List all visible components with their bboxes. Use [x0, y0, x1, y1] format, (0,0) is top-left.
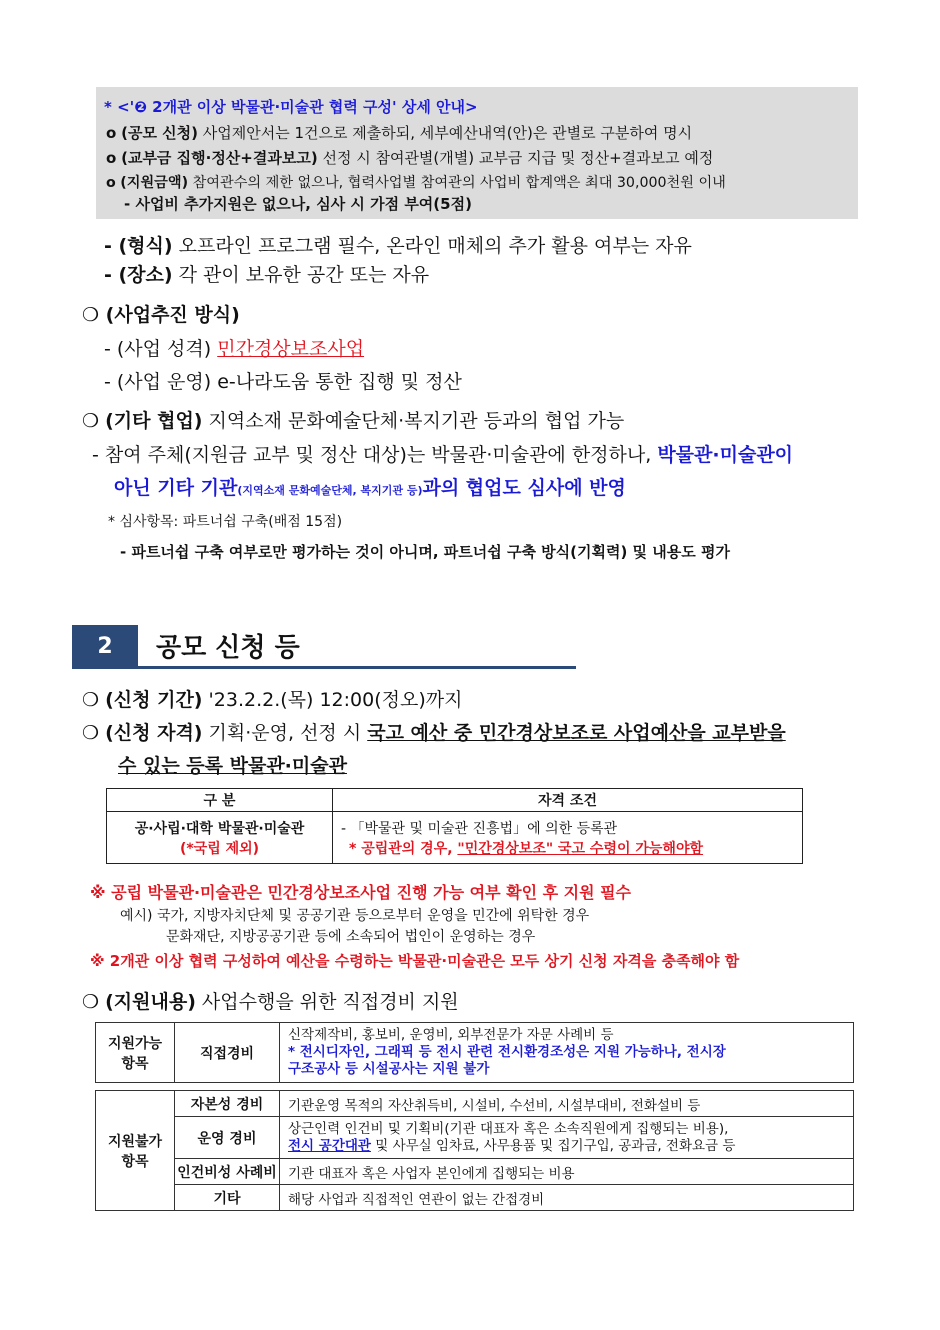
bullet-icon: o: [106, 149, 117, 167]
circle-bullet-icon: ❍: [82, 689, 100, 711]
capital-expense-label: 자본성 경비: [175, 1091, 280, 1117]
eligible-category: 지원가능 항목: [96, 1023, 175, 1083]
section-number: 2: [72, 625, 138, 667]
coop-heading: ❍ (기타 협업) 지역소재 문화예술단체·복지기관 등과의 협업 가능: [82, 410, 625, 432]
bullet-icon: o: [106, 124, 117, 142]
circle-bullet-icon: ❍: [82, 991, 100, 1013]
qual-line-1: ❍ (신청 자격) 기획·운영, 선정 시 국고 예산 중 민간경상보조로 사업예산을 교부받을: [82, 722, 786, 744]
ineligible-category: 지원불가 항목: [96, 1091, 175, 1211]
example-line-2: 문화재단, 지방공공기관 등에 소속되어 법인이 운영하는 경우: [166, 929, 536, 945]
circle-bullet-icon: ❍: [82, 722, 100, 744]
form-line: - (형식) 오프라인 프로그램 필수, 온라인 매체의 추가 활용 여부는 자유: [104, 235, 692, 257]
circle-bullet-icon: ❍: [82, 304, 100, 326]
direct-expense-desc: 신작제작비, 홍보비, 운영비, 외부전문가 자문 사례비 등 * 전시디자인, 그래픽 등 전시 관련 전시환경조성은 지원 가능하나, 전시장 구조공사 등 시설공사는 지원 불가: [280, 1023, 854, 1083]
box-line-4: - 사업비 추가지원은 없으나, 심사 시 가점 부여(5점): [124, 195, 472, 213]
coop-line-2: - 참여 주체(지원금 교부 및 정산 대상)는 박물관·미술관에 한정하나, 박물관·미술관이: [92, 444, 794, 466]
table1-header-category: 구 분: [107, 789, 333, 812]
box-line-1: o (공모 신청) 사업제안서는 1건으로 제출하되, 세부예산내역(안)은 관별로 구분하여 명시: [106, 124, 693, 142]
ineligible-expense-table: [95, 1090, 854, 1211]
support-line: ❍ (지원내용) 사업수행을 위한 직접경비 지원: [82, 991, 459, 1013]
example-line-1: 예시) 국가, 지방자치단체 및 공공기관 등으로부터 운영을 민간에 위탁한 경우: [120, 908, 590, 924]
box-title: * <'❷ 2개관 이상 박물관·미술관 협력 구성' 상세 안내>: [104, 98, 478, 116]
table1-category-cell: 공·사립·대학 박물관·미술관 (*국립 제외): [107, 812, 333, 864]
section-title: 공모 신청 등: [156, 633, 300, 663]
bullet-icon: o: [106, 175, 116, 191]
method-heading: ❍ (사업추진 방식): [82, 304, 240, 326]
eligible-expense-table: [95, 1022, 854, 1083]
operating-expense-label: 운영 경비: [175, 1117, 280, 1159]
capital-expense-desc: 기관운영 목적의 자산취득비, 시설비, 수선비, 시설부대비, 전화설비 등: [280, 1091, 854, 1117]
direct-expense-label: 직접경비: [175, 1023, 280, 1083]
table1-header-condition: 자격 조건: [333, 789, 803, 812]
method-line-1: - (사업 성격) 민간경상보조사업: [104, 338, 365, 360]
notice-public-museum: ※ 공립 박물관·미술관은 민간경상보조사업 진행 가능 여부 확인 후 지원 필수: [90, 883, 632, 902]
personnel-fee-desc: 기관 대표자 혹은 사업자 본인에게 집행되는 비용: [280, 1159, 854, 1185]
period-line: ❍ (신청 기간) '23.2.2.(목) 12:00(정오)까지: [82, 689, 463, 711]
other-expense-label: 기타: [175, 1185, 280, 1211]
box-line-3: o (지원금액) 참여관수의 제한 없으나, 협력사업별 참여관의 사업비 합계액은 최대 30,000천원 이내: [106, 175, 726, 191]
coop-note-2: - 파트너쉽 구축 여부로만 평가하는 것이 아니며, 파트너쉽 구축 방식(기획력) 및 내용도 평가: [120, 543, 730, 561]
personnel-fee-label: 인건비성 사례비: [175, 1159, 280, 1185]
coop-line-3: 아닌 기타 기관(지역소재 문화예술단체, 복지기관 등)과의 협업도 심사에 반영: [114, 477, 626, 499]
method-line-2: - (사업 운영) e-나라도움 통한 집행 및 정산: [104, 371, 462, 393]
place-line: - (장소) 각 관이 보유한 공간 또는 자유: [104, 264, 430, 286]
section-underline: [72, 666, 576, 669]
other-expense-desc: 해당 사업과 직접적인 연관이 없는 간접경비: [280, 1185, 854, 1211]
highlight-private-subsidy: 민간경상보조사업: [217, 338, 365, 360]
notice-multi-museum: ※ 2개관 이상 협력 구성하여 예산을 수령하는 박물관·미술관은 모두 상기 신청 자격을 충족해야 함: [90, 952, 740, 970]
operating-expense-desc: 상근인력 인건비 및 기획비(기관 대표자 혹은 소속직원에게 집행되는 비용), 전시 공간대관 및 사무실 임차료, 사무용품 및 집기구입, 공과금, 전화요금 등: [280, 1117, 854, 1159]
circle-bullet-icon: ❍: [82, 410, 100, 432]
coop-note: * 심사항목: 파트너쉽 구축(배점 15점): [108, 514, 343, 530]
qual-line-2: 수 있는 등록 박물관·미술관: [118, 755, 347, 777]
box-line-2: o (교부금 집행·정산+결과보고) 선정 시 참여관별(개별) 교부금 지급 및 정산+결과보고 예정: [106, 149, 714, 167]
qualification-table: [106, 788, 803, 864]
table1-condition-cell: - 「박물관 및 미술관 진흥법」에 의한 등록관 * 공립관의 경우, "민간경상보조" 국고 수령이 가능해야함: [333, 812, 803, 864]
